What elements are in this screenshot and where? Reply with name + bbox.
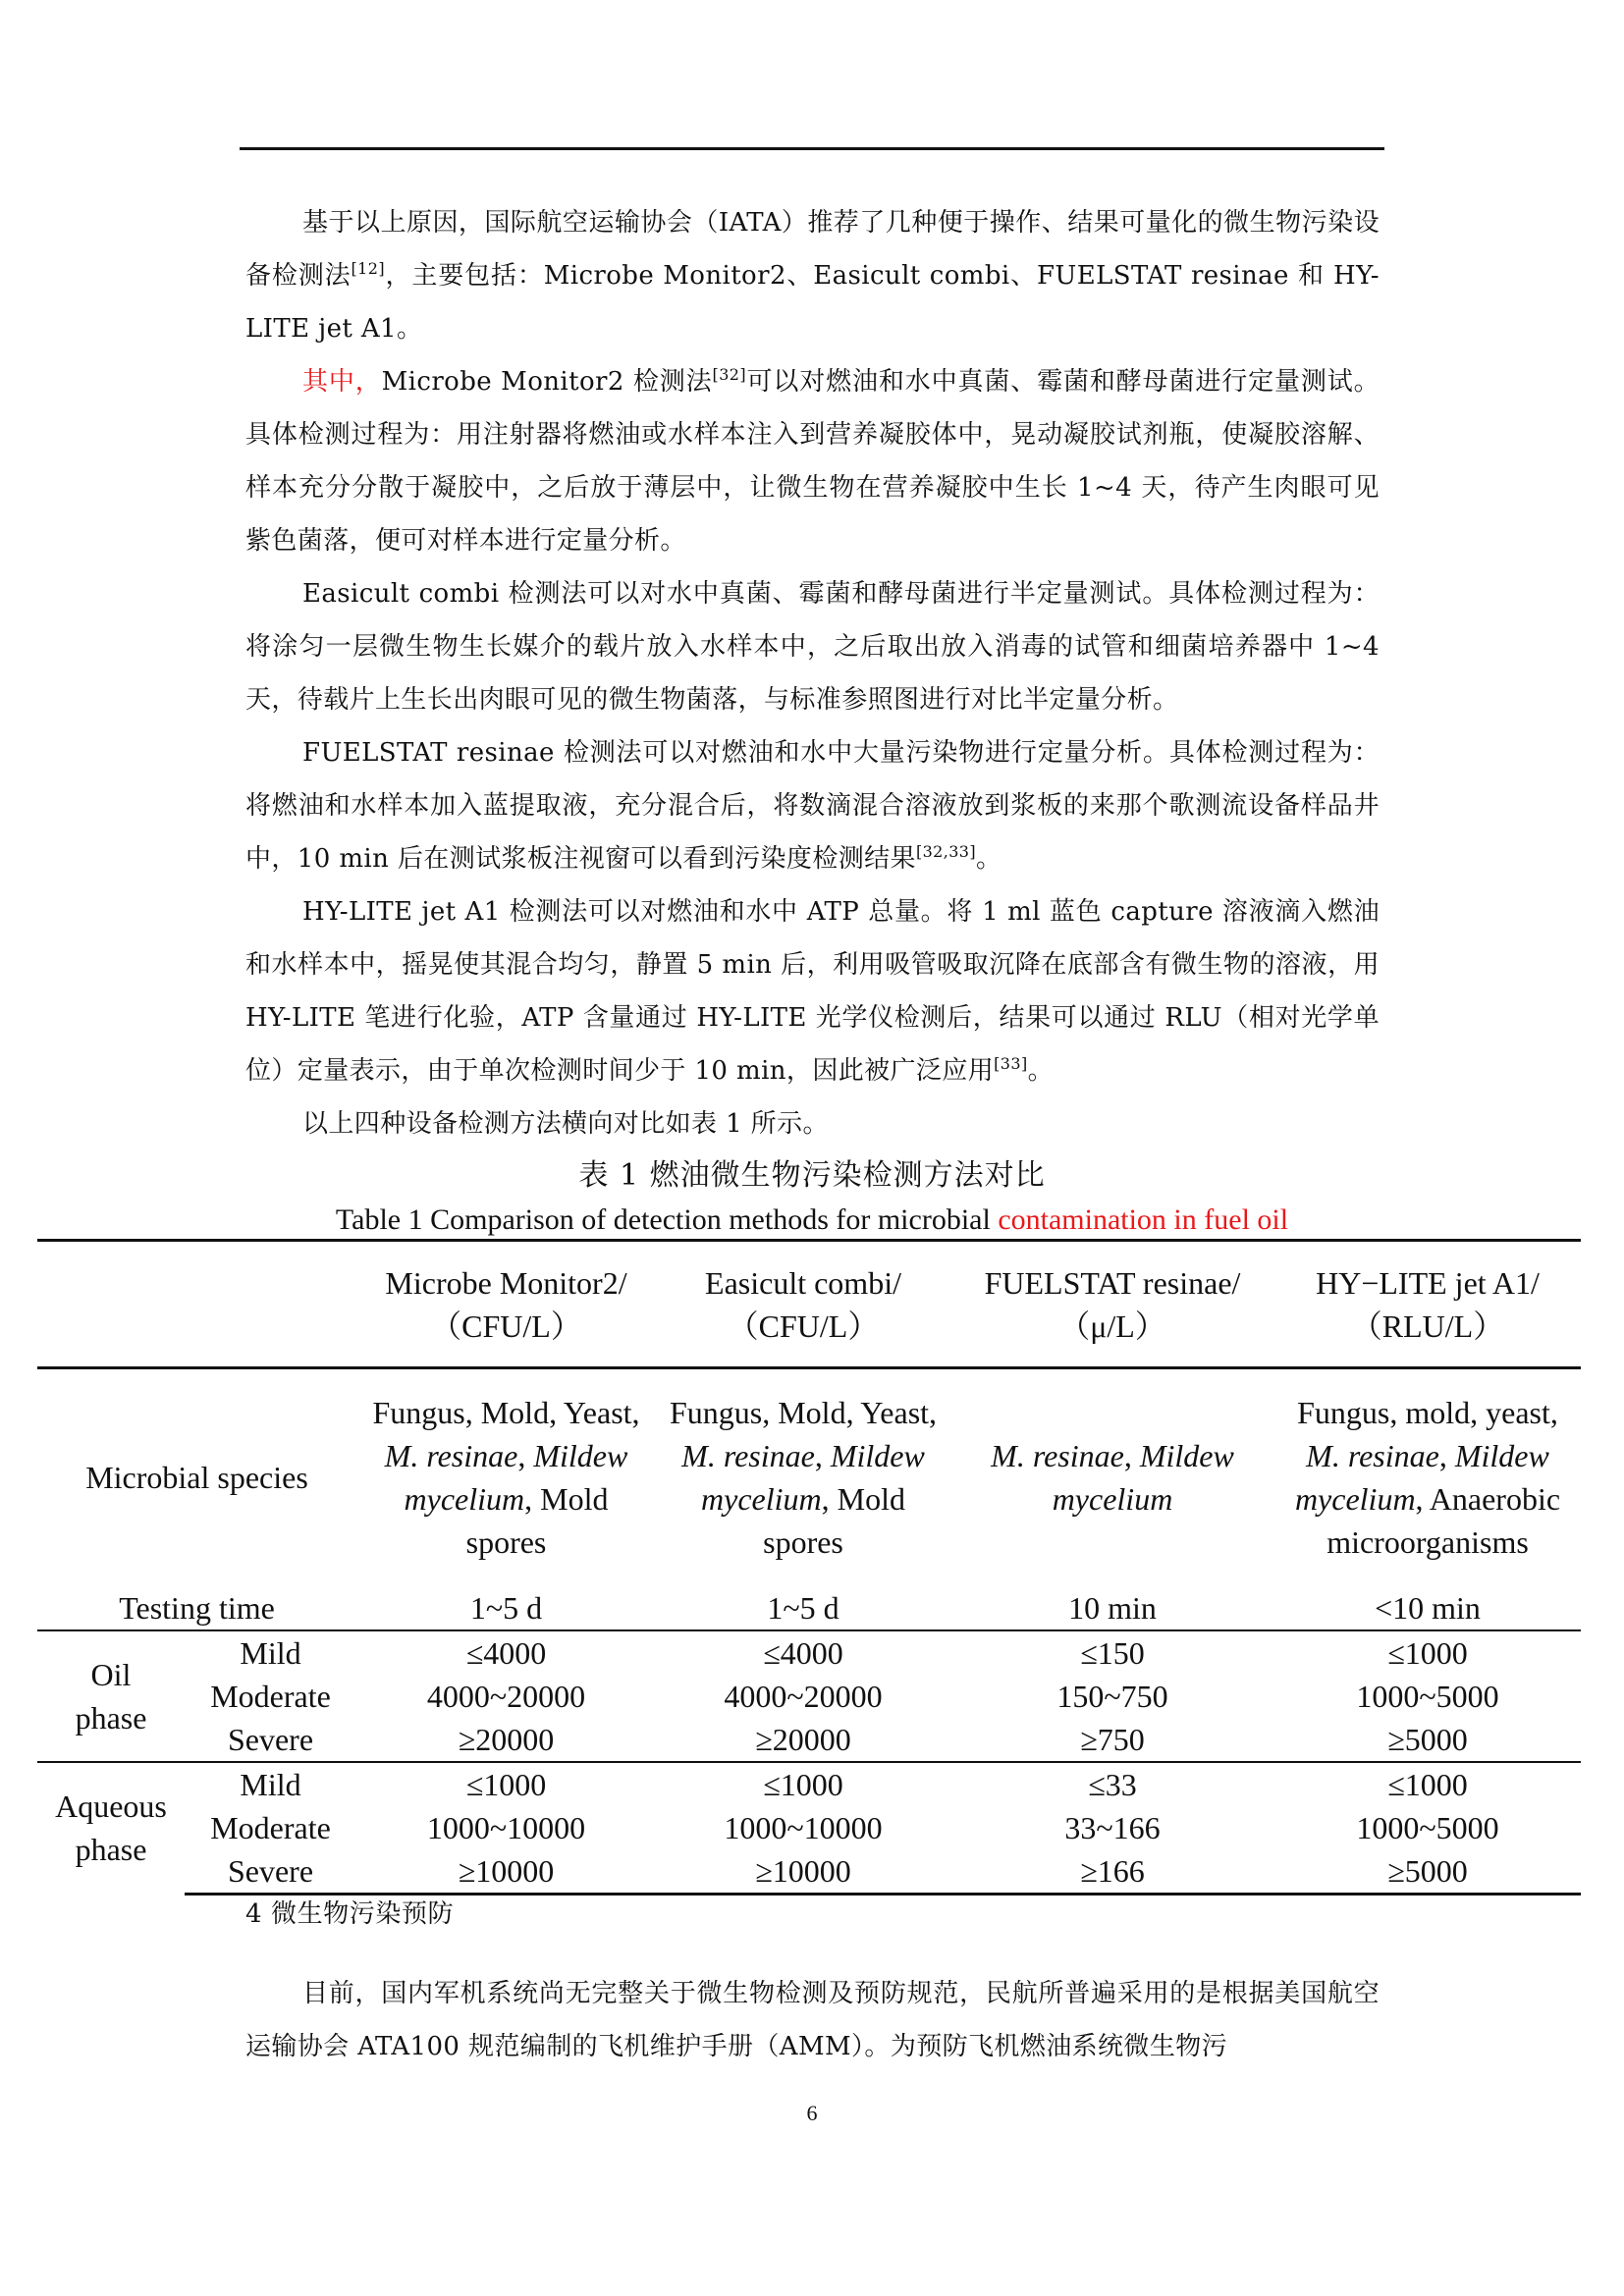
page-number: 6 [806, 2101, 818, 2125]
table-cell: ≤4000 [356, 1630, 656, 1675]
p5-text-a: HY-LITE jet A1 检测法可以对燃油和水中 ATP 总量。将 1 ml 蓝色 capture 溶液滴入燃油和水样本中，摇晃使其混合均匀，静置 5 min 后，利用吸管吸取沉降在底部含有微生物的溶液，用 HY-LITE 笔进行化验，ATP 含量通过 HY-LITE 光学仪检测后，结果可以通过 RLU（相对光学单位）定量表示，由于单次检测时间少于 10 min，因此被广泛应用 [245, 897, 1380, 1086]
table-cell: ≤4000 [656, 1630, 950, 1675]
header-rule [240, 147, 1384, 150]
species-cell-3: M. resinae, Mildew mycelium [950, 1368, 1274, 1586]
table-cell: ≤1000 [1274, 1762, 1581, 1806]
table-cell: 1000~10000 [426, 1809, 586, 1845]
comparison-table [37, 1239, 1581, 1896]
paragraph-fuelstat [245, 726, 1380, 885]
aqueous-row-severe [37, 1849, 1581, 1895]
p5-text-b: 。 [1027, 1056, 1054, 1086]
table-cell: ≥10000 [656, 1849, 950, 1895]
level-label: Mild [185, 1630, 356, 1675]
aqueous-row-mild [37, 1762, 1581, 1806]
p4-text-b: 。 [976, 844, 1002, 874]
testing-time-row [37, 1586, 1581, 1630]
species-cell-4: Fungus, mold, yeast, M. resinae, Mildew mycelium, Anaerobic microorganisms [1274, 1368, 1581, 1586]
p1-text-b: ，主要包括：Microbe Monitor2、Easicult combi、FUELSTAT resinae 和 HY-LITE jet A1。 [245, 261, 1380, 344]
table-cell: 150~750 [1056, 1678, 1168, 1714]
table-cell: ≤33 [950, 1762, 1274, 1806]
species-cell-2: Fungus, Mold, Yeast, M. resinae, Mildew mycelium, Mold spores [656, 1368, 950, 1586]
table-cell: ≥5000 [1274, 1849, 1581, 1895]
table-caption-cn: 表 1 燃油微生物污染检测方法对比 [578, 1158, 1046, 1193]
header-hylite-jet-a1: HY−LITE jet A1/（RLU/L） [1274, 1241, 1581, 1368]
header-empty-cell [37, 1241, 356, 1368]
table-caption-en [0, 1201, 1624, 1240]
header-fuelstat-resinae: FUELSTAT resinae/（μ/L） [950, 1241, 1274, 1368]
table-cell: 1~5 d [767, 1589, 839, 1626]
table-cell: ≥750 [1080, 1721, 1145, 1757]
aqueous-row-moderate [37, 1806, 1581, 1849]
p4-text-a: FUELSTAT resinae 检测法可以对燃油和水中大量污染物进行定量分析。具体检测过程为：将燃油和水样本加入蓝提取液，充分混合后，将数滴混合溶液放到浆板的来那个歌测流设备样品井中，10 min 后在测试浆板注视窗可以看到污染度检测结果 [245, 738, 1380, 874]
table-cell: ≥5000 [1387, 1721, 1468, 1757]
table-cell: 10 min [1068, 1589, 1157, 1626]
table-cell: ≥20000 [458, 1721, 555, 1757]
table-header-row [37, 1241, 1581, 1368]
table-cell: ≤150 [950, 1630, 1274, 1675]
table-cell: ≥20000 [755, 1721, 851, 1757]
paragraph-hylite [245, 885, 1380, 1097]
paragraph-microbe-monitor2 [245, 355, 1380, 567]
caption-en-prefix: Table 1 Comparison of detection methods for microbial [335, 1203, 999, 1236]
p2-text-b: 可以对燃油和水中真菌、霉菌和酵母菌进行定量测试。具体检测过程为：用注射器将燃油或水样本注入到营养凝胶体中，晃动凝胶试剂瓶，使凝胶溶解、样本充分分散于凝胶中，之后放于薄层中，让微生物在营养凝胶中生长 1~4 天，待产生肉眼可见紫色菌落，便可对样本进行定量分析。 [245, 367, 1380, 556]
level-label: Moderate [210, 1809, 331, 1845]
level-label: Moderate [210, 1678, 331, 1714]
table-cell: 1000~5000 [1356, 1678, 1499, 1714]
table-cell: ≤1000 [356, 1762, 656, 1806]
paragraph-table-intro: 以上四种设备检测方法横向对比如表 1 所示。 [302, 1109, 829, 1139]
table-cell: 1000~5000 [1356, 1809, 1499, 1845]
species-label: Microbial species [37, 1368, 356, 1586]
citation-33: [33] [994, 1054, 1028, 1073]
table-cell: ≤1000 [1274, 1630, 1581, 1675]
level-label: Mild [185, 1762, 356, 1806]
p2-text-a: Microbe Monitor2 检测法 [381, 367, 713, 397]
oil-row-severe [37, 1718, 1581, 1762]
level-label: Severe [227, 1721, 314, 1757]
oil-row-moderate [37, 1675, 1581, 1718]
testing-time-label: Testing time [119, 1589, 275, 1626]
table-cell: 1000~10000 [724, 1809, 883, 1845]
species-row [37, 1368, 1581, 1586]
citation-32-33: [32,33] [915, 842, 977, 861]
table-cell: ≤1000 [656, 1762, 950, 1806]
citation-32: [32] [712, 365, 746, 384]
oil-row-mild [37, 1630, 1581, 1675]
table-cell: 33~166 [1064, 1809, 1161, 1845]
table-cell: ≥166 [950, 1849, 1274, 1895]
header-easicult-combi: Easicult combi/（CFU/L） [656, 1241, 950, 1368]
table-cell: ≥10000 [356, 1849, 656, 1895]
header-microbe-monitor2: Microbe Monitor2/（CFU/L） [356, 1241, 656, 1368]
table-cell: 4000~20000 [426, 1678, 586, 1714]
table-cell: 1~5 d [469, 1589, 543, 1626]
section-heading: 4 微生物污染预防 [245, 1899, 455, 1929]
p1-text-a: 基于以上原因，国际航空运输协会（IATA）推荐了几种便于操作、结果可量化的微生物污染设备检测法 [245, 208, 1380, 291]
level-label: Severe [185, 1849, 356, 1895]
paragraph-easicult: Easicult combi 检测法可以对水中真菌、霉菌和酵母菌进行半定量测试。具体检测过程为：将涂匀一层微生物生长媒介的载片放入水样本中，之后取出放入消毒的试管和细菌培养器中 1~4 天，待载片上生长出肉眼可见的微生物菌落，与标准参照图进行对比半定量分析。 [245, 579, 1380, 715]
table-cell: <10 min [1375, 1589, 1481, 1626]
citation-12: [12] [351, 259, 385, 278]
paragraph-iata-methods [245, 196, 1380, 355]
aqueous-phase-label: Aqueous phase [37, 1762, 185, 1895]
species-cell-1: Fungus, Mold, Yeast, M. resinae, Mildew mycelium, Mold spores [356, 1368, 656, 1586]
paragraph-prevention: 目前，国内军机系统尚无完整关于微生物检测及预防规范，民航所普遍采用的是根据美国航空运输协会 ATA100 规范编制的飞机维护手册（AMM）。为预防飞机燃油系统微生物污 [245, 1979, 1380, 2061]
oil-phase-label: Oil phase [37, 1630, 185, 1762]
caption-en-red: contamination in fuel oil [998, 1203, 1289, 1236]
p2-red-text: 其中， [302, 367, 382, 397]
table-cell: 4000~20000 [724, 1678, 883, 1714]
